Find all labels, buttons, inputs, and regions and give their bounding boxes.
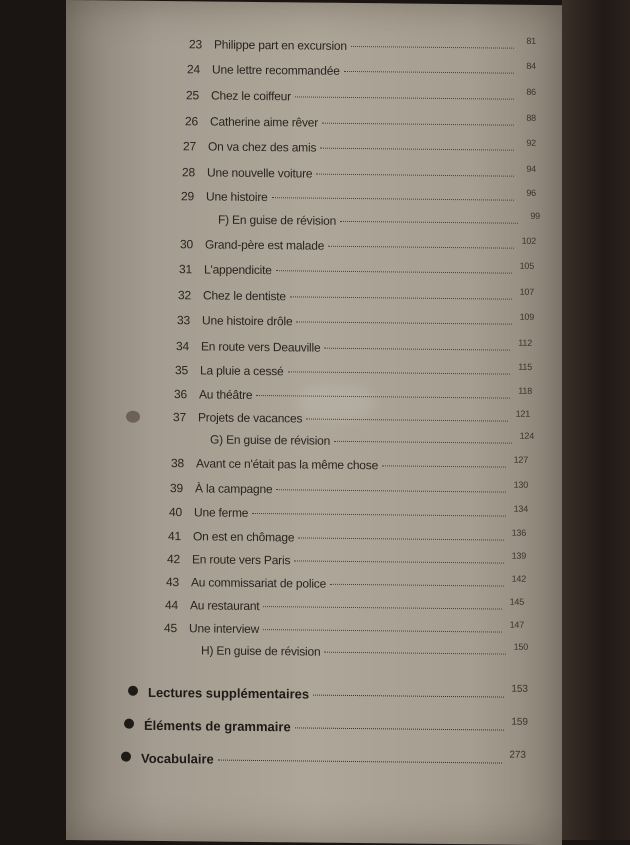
dot-leader xyxy=(290,296,512,299)
toc-entry-page: 134 xyxy=(513,503,528,514)
toc-entry-title: On va chez des amis xyxy=(208,139,317,155)
dot-leader xyxy=(252,513,506,517)
toc-entry-number: 45 xyxy=(164,621,177,636)
toc-entry-page: 142 xyxy=(511,573,526,584)
toc-entry-number xyxy=(153,654,201,655)
toc-entry-number: 39 xyxy=(170,481,183,496)
dot-leader xyxy=(324,652,506,655)
toc-entry xyxy=(165,237,536,261)
toc-entry-page: 105 xyxy=(519,260,534,271)
bullet-icon xyxy=(124,719,134,729)
toc-entry-number: 44 xyxy=(165,598,178,613)
toc-section xyxy=(124,718,528,744)
toc-section-title: Vocabulaire xyxy=(141,750,214,767)
toc-entry-title: F) En guise de révision xyxy=(218,212,337,228)
toc-entry-page: 112 xyxy=(518,337,532,348)
dot-leader xyxy=(340,221,518,224)
toc-entry-number: 43 xyxy=(166,575,179,590)
toc-entry xyxy=(151,575,526,599)
toc-entry-number: 28 xyxy=(182,165,195,180)
toc-entry-title: On est en chômage xyxy=(193,529,295,545)
toc-entry-title: Une histoire xyxy=(206,189,268,205)
toc-entry-page: 109 xyxy=(519,311,534,322)
bullet-icon xyxy=(128,686,138,696)
toc-entry-title: Catherine aime rêver xyxy=(210,114,319,130)
toc-entry-number: 24 xyxy=(187,62,200,77)
toc-entry xyxy=(172,62,536,86)
toc-entry-number xyxy=(170,223,218,224)
dot-leader xyxy=(330,584,504,587)
toc-entry xyxy=(153,529,526,553)
bullet-icon xyxy=(121,752,131,762)
toc-entry-title: Grand-père est malade xyxy=(205,237,325,253)
toc-entry-title: L'appendicite xyxy=(204,262,272,278)
toc-section-page: 273 xyxy=(509,749,526,761)
toc-section-title: Éléments de grammaire xyxy=(144,717,291,735)
toc-entry-number: 31 xyxy=(179,262,192,277)
toc-entry-title: Une interview xyxy=(189,621,260,637)
toc-entry xyxy=(149,621,524,645)
toc-entry-title: En route vers Deauville xyxy=(201,339,321,355)
toc-entry-title: H) En guise de révision xyxy=(201,643,321,659)
toc-entry-number: 33 xyxy=(177,313,190,328)
dot-leader xyxy=(263,606,502,609)
dot-leader xyxy=(295,727,504,730)
dot-leader xyxy=(263,629,502,633)
dot-leader xyxy=(316,174,514,177)
toc-entry xyxy=(164,262,534,286)
dot-leader xyxy=(288,371,510,374)
toc-entry-number: 30 xyxy=(180,237,193,252)
toc-entry-page: 84 xyxy=(526,60,536,71)
toc-entry-page: 81 xyxy=(526,35,536,46)
toc-entry-number: 32 xyxy=(178,288,191,303)
toc-entry xyxy=(170,114,536,138)
toc-entry-title: Chez le dentiste xyxy=(203,288,286,304)
toc-entry-title: Une histoire drôle xyxy=(202,313,293,329)
toc-entry xyxy=(166,189,536,213)
dot-leader xyxy=(328,246,514,249)
dot-leader xyxy=(295,96,514,99)
toc-entry-title: Une nouvelle voiture xyxy=(207,165,313,181)
toc-entry-page: 147 xyxy=(509,619,524,630)
toc-entry xyxy=(168,139,536,163)
toc-entry-page: 86 xyxy=(526,86,536,97)
toc-entry-page: 107 xyxy=(519,286,534,297)
toc-entry-number: 23 xyxy=(189,37,202,52)
toc-entry-number: 35 xyxy=(175,363,188,378)
toc-revision-entry xyxy=(153,643,528,667)
toc-entry-number: 27 xyxy=(183,139,196,154)
toc-entry-page: 118 xyxy=(518,385,532,396)
toc-entry-title: Au commissariat de police xyxy=(191,575,327,591)
toc-entry-number: 42 xyxy=(167,552,180,567)
toc-entry-title: Projets de vacances xyxy=(198,410,303,426)
dot-leader xyxy=(306,419,508,422)
dot-leader xyxy=(382,465,506,467)
toc-entry-number: 25 xyxy=(186,88,199,103)
toc-entry-title: La pluie a cessé xyxy=(200,363,284,379)
toc-entry-number xyxy=(162,443,210,444)
toc-entry-title: Philippe part en excursion xyxy=(214,37,347,53)
table-of-contents xyxy=(66,0,562,845)
toc-revision-entry xyxy=(170,212,540,236)
dot-leader xyxy=(324,348,510,351)
toc-section-page: 153 xyxy=(511,683,528,695)
toc-entry-title: Au théâtre xyxy=(199,387,253,402)
toc-entry xyxy=(152,552,526,576)
toc-entry-title: Avant ce n'était pas la même chose xyxy=(196,456,379,473)
dot-leader xyxy=(344,71,514,74)
dot-leader xyxy=(298,537,504,540)
dot-leader xyxy=(296,321,512,324)
toc-entry-title: G) En guise de révision xyxy=(210,432,331,448)
dot-leader xyxy=(218,760,502,764)
toc-entry-number: 34 xyxy=(176,339,189,354)
dot-leader xyxy=(322,123,514,126)
toc-entry xyxy=(158,410,530,434)
dot-leader xyxy=(294,560,504,563)
toc-entry-number: 37 xyxy=(173,410,186,425)
dot-leader xyxy=(276,489,506,492)
toc-entry-page: 92 xyxy=(526,137,536,148)
toc-entry-number: 29 xyxy=(181,189,194,204)
toc-entry-page: 96 xyxy=(526,187,536,198)
dot-leader xyxy=(313,695,504,698)
toc-entry-title: À la campagne xyxy=(195,481,273,497)
toc-entry xyxy=(150,598,524,622)
toc-entry xyxy=(156,456,528,480)
toc-entry-number: 36 xyxy=(174,387,187,402)
toc-entry-page: 121 xyxy=(515,408,530,419)
toc-entry-page: 139 xyxy=(511,550,526,561)
dot-leader xyxy=(351,46,514,49)
toc-entry xyxy=(174,37,536,61)
toc-entry-page: 150 xyxy=(513,641,528,652)
toc-entry-page: 88 xyxy=(526,112,536,123)
toc-entry xyxy=(167,165,536,189)
dot-leader xyxy=(320,148,514,151)
toc-entry xyxy=(162,313,534,337)
toc-revision-entry xyxy=(162,432,534,456)
toc-entry-number: 40 xyxy=(169,505,182,520)
toc-entry-page: 94 xyxy=(526,163,536,174)
dot-leader xyxy=(256,395,510,399)
toc-section xyxy=(121,751,526,777)
dot-leader xyxy=(272,197,514,201)
toc-entry-title: Chez le coiffeur xyxy=(211,88,291,104)
book-page xyxy=(66,0,562,845)
toc-entry-title: En route vers Paris xyxy=(192,552,291,568)
toc-entry xyxy=(154,505,528,529)
dot-leader xyxy=(276,270,512,273)
toc-entry xyxy=(161,339,532,363)
toc-entry-number: 38 xyxy=(171,456,184,471)
toc-section xyxy=(128,685,528,711)
toc-entry xyxy=(160,363,532,387)
book-edge xyxy=(562,0,630,840)
toc-entry-title: Une ferme xyxy=(194,505,249,520)
toc-entry-number: 41 xyxy=(168,529,181,544)
toc-entry-page: 130 xyxy=(513,479,528,490)
toc-entry-page: 124 xyxy=(519,430,534,441)
toc-entry-number: 26 xyxy=(185,114,198,129)
toc-entry-title: Au restaurant xyxy=(190,598,260,614)
toc-entry-page: 136 xyxy=(511,527,526,538)
toc-entry xyxy=(163,288,534,312)
toc-entry xyxy=(155,481,528,505)
toc-entry-page: 115 xyxy=(518,361,532,372)
toc-section-page: 159 xyxy=(511,716,528,728)
toc-section-title: Lectures supplémentaires xyxy=(148,684,310,702)
toc-entry-title: Une lettre recommandée xyxy=(212,62,340,78)
toc-entry xyxy=(159,387,532,411)
toc-entry xyxy=(171,88,536,112)
toc-entry-page: 145 xyxy=(509,596,524,607)
toc-entry-page: 127 xyxy=(513,454,528,465)
toc-entry-page: 99 xyxy=(530,210,540,221)
dot-leader xyxy=(334,441,512,444)
toc-entry-page: 102 xyxy=(521,235,536,246)
